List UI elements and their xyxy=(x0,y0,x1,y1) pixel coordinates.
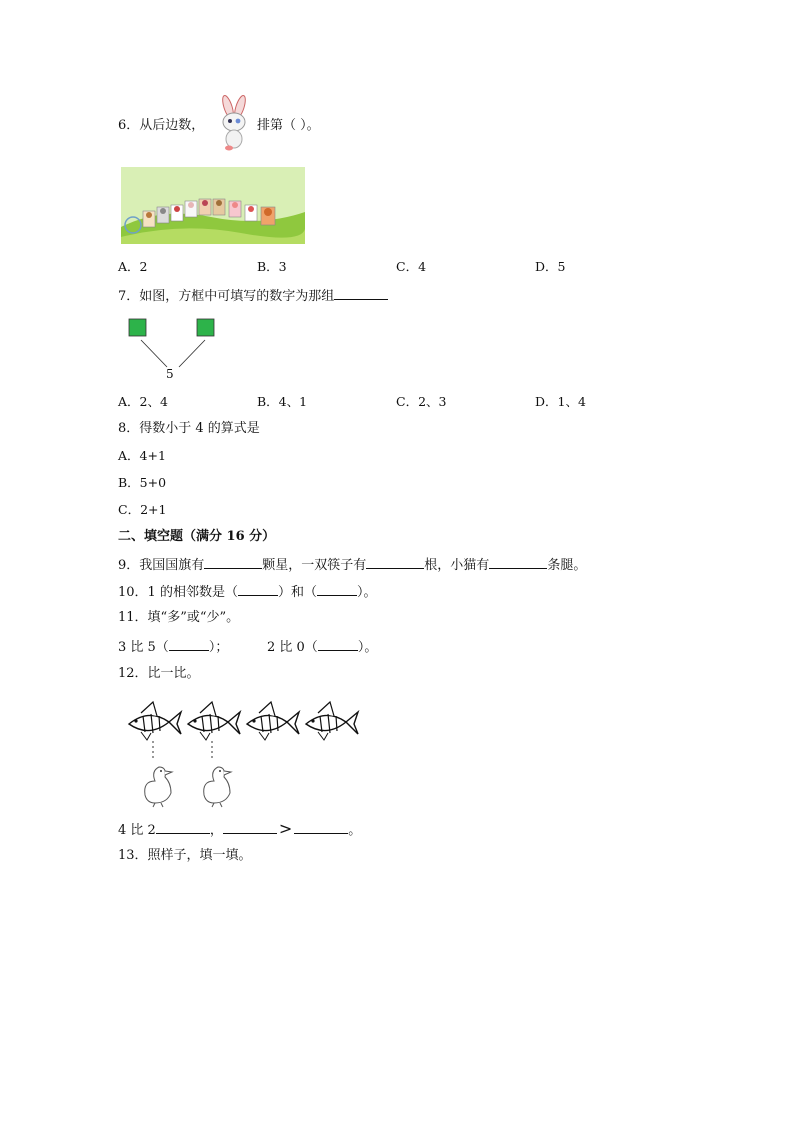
q12-blank-1[interactable] xyxy=(156,820,210,834)
right-box xyxy=(197,319,214,336)
q11-a-suffix: ）； xyxy=(208,640,229,655)
q12-blank-3[interactable] xyxy=(294,820,348,834)
q9-line xyxy=(118,555,586,575)
fish-1 xyxy=(129,702,181,740)
q11-a-line xyxy=(118,637,228,657)
q6-option-b: B．3 xyxy=(257,259,287,274)
q12-answer-line xyxy=(118,820,361,840)
q9-blank-2[interactable] xyxy=(366,555,424,569)
q6-option-d: D．5 xyxy=(535,259,566,274)
q8-text: 8．得数小于 4 的算式是 xyxy=(118,421,260,436)
duck-2 xyxy=(204,767,231,807)
q9-blank-3[interactable] xyxy=(489,555,547,569)
q6-line xyxy=(118,117,204,135)
q6-prefix: 6．从后边数， xyxy=(118,118,205,133)
q11-b-suffix: ）。 xyxy=(357,640,378,655)
q12-end: 。 xyxy=(348,823,362,838)
q7-text: 7．如图，方框中可填写的数字为那组 xyxy=(118,289,335,304)
q8-option-c: C．2+1 xyxy=(118,502,167,517)
q10-blank-2[interactable] xyxy=(317,582,357,596)
q7-option-c: C．2、3 xyxy=(396,394,447,409)
q9-part2: 颗星，一双筷子有 xyxy=(262,558,367,573)
q7-line xyxy=(118,286,388,306)
q10-line xyxy=(118,582,376,602)
q12-comma: ， xyxy=(209,823,223,838)
number-bond-diagram xyxy=(125,315,225,385)
q12-blank-2[interactable] xyxy=(223,820,277,834)
q10-part1: 10．1 的相邻数是（ xyxy=(118,585,238,600)
q7-blank[interactable] xyxy=(334,286,388,300)
q12-title: 12．比一比。 xyxy=(118,666,200,681)
q8-option-a: A．4+1 xyxy=(118,448,166,463)
fish-4 xyxy=(306,702,358,740)
q11-a-blank[interactable] xyxy=(169,637,209,651)
q6-suffix-line xyxy=(257,117,320,135)
q9-part4: 条腿。 xyxy=(547,558,587,573)
q11-b-prefix: 2 比 0（ xyxy=(267,640,318,655)
q8-option-b: B．5+0 xyxy=(118,475,167,490)
q7-option-a: A．2、4 xyxy=(118,394,168,409)
q10-part3: ）。 xyxy=(356,585,377,600)
q11-a-prefix: 3 比 5（ xyxy=(118,640,169,655)
rabbit-icon xyxy=(214,95,254,151)
fish-2 xyxy=(188,702,240,740)
q7-figure-number: 5 xyxy=(166,367,174,381)
duck-1 xyxy=(145,767,172,807)
q11-b-blank[interactable] xyxy=(318,637,358,651)
q7-option-d: D．1、4 xyxy=(535,394,586,409)
q9-blank-1[interactable] xyxy=(204,555,262,569)
q10-part2: ）和（ xyxy=(277,585,317,600)
q11-title: 11．填“多”或“少”。 xyxy=(118,610,240,625)
q6-option-a: A．2 xyxy=(118,259,148,274)
q6-option-c: C．4 xyxy=(396,259,427,274)
section2-title: 二、填空题（满分 16 分） xyxy=(118,529,276,544)
left-box xyxy=(129,319,146,336)
q10-blank-1[interactable] xyxy=(238,582,278,596)
fish-3 xyxy=(247,702,299,740)
q12-prefix: 4 比 2 xyxy=(118,823,156,838)
q6-suffix: 排第（ ）。 xyxy=(257,118,320,133)
q13-title: 13．照样子，填一填。 xyxy=(118,848,252,863)
q11-b-line xyxy=(267,637,377,657)
q9-part3: 根，小猫有 xyxy=(424,558,490,573)
q9-part1: 9．我国国旗有 xyxy=(118,558,205,573)
q7-option-b: B．4、1 xyxy=(257,394,308,409)
q12-gt: > xyxy=(278,819,293,838)
fish-and-ducks-image xyxy=(125,695,365,813)
animals-row-image xyxy=(121,167,305,244)
